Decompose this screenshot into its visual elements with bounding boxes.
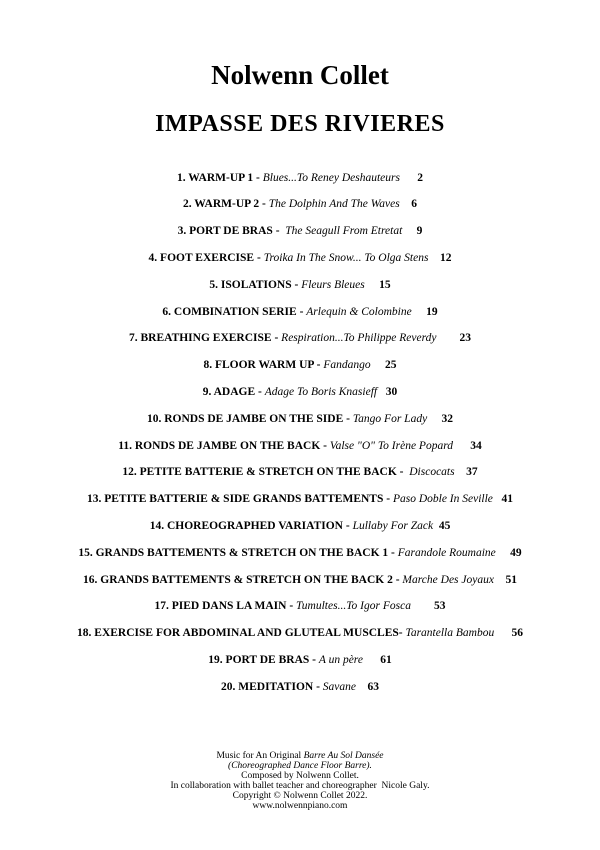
toc-item-subtitle: Adage To Boris Knasieff	[264, 386, 378, 399]
toc-item-page-number: 53	[433, 600, 446, 613]
toc-item-subtitle: Lullaby For Zack	[352, 520, 434, 532]
toc-item	[0, 219, 600, 246]
toc-item-title: 11. RONDS DE JAMBE ON THE BACK -	[118, 439, 330, 452]
toc-item-spacer	[400, 199, 412, 211]
toc-item-subtitle: Fleurs Bleues	[301, 278, 365, 291]
toc-item-page-number: 45	[438, 520, 451, 532]
toc-item-page-number: 34	[470, 439, 482, 452]
toc-item-page-number: 6	[411, 198, 417, 211]
toc-item	[0, 567, 600, 594]
toc-item-title: 14. CHOREOGRAPHED VARIATION -	[149, 520, 353, 532]
toc-item-title: 20. MEDITATION -	[220, 680, 323, 693]
toc-item-page-number: 9	[416, 225, 423, 238]
page-title: IMPASSE DES RIVIERES	[155, 111, 445, 137]
toc-item-page-number: 63	[367, 680, 380, 693]
toc-item	[0, 272, 600, 299]
toc-item-spacer	[402, 226, 416, 238]
toc-item-spacer	[356, 682, 368, 694]
toc-item-page-number: 23	[459, 332, 472, 345]
toc-item-title: 17. PIED DANS LA MAIN -	[154, 600, 297, 613]
footer-line-3: Composed by Nolwenn Collet.	[241, 770, 359, 781]
toc-item	[0, 487, 600, 514]
toc-item-page-number: 41	[501, 493, 514, 506]
footer-line-2: (Choreographed Dance Floor Barre).	[228, 760, 372, 771]
toc-item-page-number: 56	[511, 627, 523, 640]
toc-item-spacer	[412, 307, 426, 319]
toc-item-page-number: 2	[417, 171, 423, 184]
toc-item-subtitle: The Seagull From Etretat	[285, 225, 403, 238]
footer-line-4: In collaboration with ballet teacher and choreographer Nicole Galy.	[170, 780, 430, 791]
toc-item-page-number: 49	[510, 546, 522, 559]
toc-item-title: 4. FOOT EXERCISE -	[148, 252, 264, 265]
toc-item-spacer	[427, 414, 441, 426]
toc-item-subtitle: Troika In The Snow... To Olga Stens	[263, 252, 429, 265]
toc-item-spacer	[494, 628, 511, 640]
toc-item-title: 10. RONDS DE JAMBE ON THE SIDE -	[146, 412, 353, 425]
toc-item-subtitle: Discocats	[409, 466, 455, 479]
toc-item-spacer	[428, 253, 440, 265]
toc-item	[0, 165, 600, 192]
toc-item-title: 16. GRANDS BATTEMENTS & STRETCH ON THE BACK 2 -	[83, 573, 403, 586]
toc-item	[0, 674, 600, 701]
toc-item	[0, 353, 600, 380]
toc-item	[0, 299, 600, 326]
toc-item-spacer	[453, 441, 470, 453]
footer-copyright: Copyright © Nolwenn Collet 2022.	[232, 790, 368, 801]
toc-item-page-number: 37	[466, 466, 478, 479]
toc-item-title: 8. FLOOR WARM UP -	[203, 359, 324, 372]
toc-item-subtitle: A un père	[318, 653, 363, 666]
toc-item-title: 1. WARM-UP 1 -	[177, 171, 263, 184]
toc-item-title: 13. PETITE BATTERIE & SIDE GRANDS BATTEMENTS -	[86, 493, 393, 506]
toc-item-subtitle: Marche Des Joyaux	[402, 573, 494, 586]
toc-item-page-number: 25	[385, 359, 397, 372]
toc-item	[0, 647, 600, 674]
toc-item	[0, 192, 600, 219]
author-name: Nolwenn Collet	[211, 60, 389, 90]
toc-item-title: 7. BREATHING EXERCISE -	[128, 332, 282, 345]
toc-item-spacer	[411, 601, 434, 613]
toc-item-page-number: 32	[441, 412, 454, 425]
toc-item-spacer	[455, 467, 467, 479]
toc-item-spacer	[493, 494, 502, 506]
toc-item	[0, 326, 600, 353]
toc-item-spacer	[496, 548, 510, 560]
toc-item-subtitle: Valse "O" To Irène Popard	[329, 439, 454, 452]
toc-item-spacer	[400, 173, 417, 185]
toc-item-title: 5. ISOLATIONS -	[209, 278, 302, 291]
toc-item-subtitle: Blues...To Reney Deshauteurs	[262, 171, 400, 184]
toc-item-title: 3. PORT DE BRAS -	[177, 225, 286, 238]
toc-item-page-number: 30	[385, 386, 398, 399]
toc-item-subtitle: Arlequin & Colombine	[306, 305, 412, 318]
toc-item-title: 15. GRANDS BATTEMENTS & STRETCH ON THE BACK 1 -	[78, 546, 398, 559]
toc-item-subtitle: Tango For Lady	[352, 412, 428, 425]
toc-item-title: 2. WARM-UP 2 -	[183, 198, 269, 211]
toc-item-subtitle: The Dolphin And The Waves	[268, 198, 400, 211]
toc-item-page-number: 15	[379, 278, 391, 291]
toc-item-title: 19. PORT DE BRAS -	[208, 653, 319, 666]
toc-item-subtitle: Tumultes...To Igor Fosca	[296, 600, 411, 613]
toc-item-page-number: 61	[380, 653, 392, 666]
toc-item	[0, 379, 600, 406]
toc-item-page-number: 12	[439, 252, 452, 265]
toc-item-subtitle: Savane	[322, 680, 357, 693]
toc-item	[0, 406, 600, 433]
toc-item	[0, 621, 600, 648]
toc-item	[0, 245, 600, 272]
footer-credits	[0, 751, 600, 811]
toc-item-subtitle: Respiration...To Philippe Reverdy	[281, 332, 437, 345]
toc-item-subtitle: Tarantella Bambou	[405, 627, 495, 640]
toc-item	[0, 540, 600, 567]
toc-item-page-number: 51	[505, 573, 517, 586]
toc-item-spacer	[494, 575, 506, 587]
footer-line1-italic-text: Barre Au Sol Dansée	[303, 750, 384, 761]
toc-item-spacer	[377, 387, 386, 399]
toc-item-title: 6. COMBINATION SERIE -	[162, 305, 307, 318]
toc-item-title: 18. EXERCISE FOR ABDOMINAL AND GLUTEAL MUSCLES-	[77, 627, 406, 640]
toc-item	[0, 460, 600, 487]
toc-item-spacer	[365, 280, 379, 292]
toc-item-subtitle: Fandango	[323, 359, 371, 372]
footer-line1-regular-text: Music for An Original	[216, 750, 304, 761]
toc-item-page-number: 19	[426, 305, 438, 318]
toc-item-title: 9. ADAGE -	[202, 386, 265, 399]
toc-item-subtitle: Farandole Roumaine	[397, 546, 496, 559]
toc-item-subtitle: Paso Doble In Seville	[392, 493, 493, 506]
toc-item	[0, 513, 600, 540]
footer-website: www.nolwennpiano.com	[252, 800, 348, 811]
footer-line-1	[0, 751, 600, 761]
toc-item-spacer	[437, 333, 460, 345]
table-of-contents	[0, 165, 600, 701]
toc-item-spacer	[371, 360, 385, 372]
toc-item	[0, 433, 600, 460]
toc-item	[0, 594, 600, 621]
toc-item-title: 12. PETITE BATTERIE & STRETCH ON THE BACK -	[122, 466, 410, 479]
toc-item-spacer	[363, 655, 380, 667]
